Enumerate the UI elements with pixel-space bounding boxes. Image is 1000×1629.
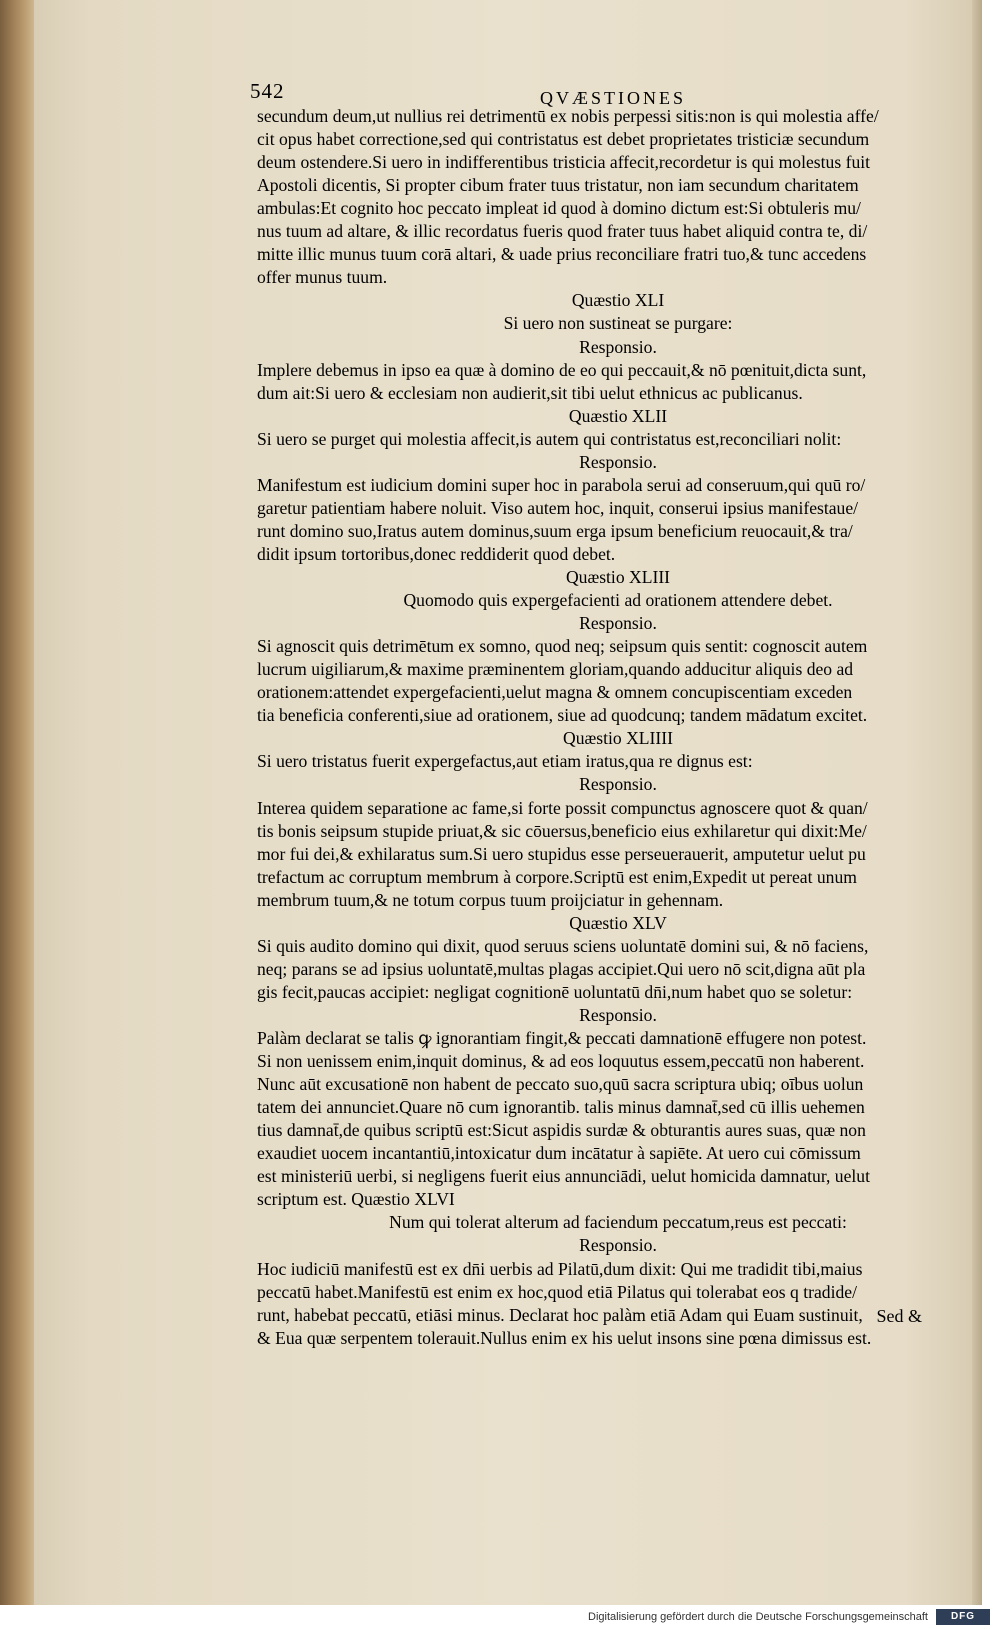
text-line: mor fui dei,& exhilaratus sum.Si uero stupidus esse perseuerauerit, amputetur uelut pu — [257, 843, 866, 864]
text-line: nus tuum ad altare, & illic recordatus fueris quod frater tuus habet aliquid contra te, di/ — [257, 221, 868, 242]
text-line: Si uero tristatus fuerit expergefactus,aut etiam iratus,qua re dignus est: — [257, 751, 753, 772]
text-line: Si agnoscit quis detrimētum ex somno, quod neq; seipsum quis sentit: cognoscit autem — [257, 636, 868, 657]
heading-line: Quæstio XLV — [569, 912, 667, 933]
text-line: Si quis audito domino qui dixit, quod seruus sciens uoluntatē domini sui, & nō faciens, — [257, 935, 869, 956]
running-head: QVÆSTIONES — [540, 88, 687, 108]
text-line: & Eua quæ serpentem tolerauit.Nullus enim ex his uelut insons sine pœna dimissus est. — [257, 1327, 872, 1348]
heading-line: Num qui tolerat alterum ad faciendum peccatum,reus est peccati: — [389, 1212, 847, 1233]
heading-line: Quæstio XLII — [568, 405, 668, 426]
text-line: gis fecit,paucas accipiet: negligat cognitionē uoluntatū dn̄i,num habet quo se soletur: — [257, 981, 853, 1002]
text-line: Implere debemus in ipso ea quæ à domino de eo qui peccauit,& nō pœnituit,dicta sunt, — [257, 359, 867, 380]
dfg-logo: DFG — [936, 1609, 990, 1625]
heading-line: Responsio. — [579, 336, 657, 357]
text-line: lucrum uigiliarum,& maxime præminentem gloriam,quando adducitur aliquis deo ad — [257, 659, 854, 680]
text-line: ambulas:Et cognito hoc peccato impleat id quod à domino dictum est:Si obtuleris mu/ — [257, 198, 861, 219]
footer-bar — [0, 1605, 1000, 1629]
text-line: Apostoli dicentis, Si propter cibum frater tuus tristatur, non iam secundum charitatem — [257, 175, 859, 196]
text-line: tius damnat̄,de quibus scriptū est:Sicut aspidis surdæ & obturantis aures suas, quæ non — [257, 1120, 866, 1141]
text-line: secundum deum,ut nullius rei detrimentū ex nobis perpessi sitis:non is qui molestia affe/ — [257, 106, 879, 126]
text-line: deum ostendere.Si uero in indifferentibus tristicia affecit,recordetur is qui molestus fuit — [257, 152, 871, 173]
heading-line: Responsio. — [579, 451, 657, 472]
text-line: dum ait:Si uero & ecclesiam non audierit,sit tibi uelut ethnicus ac publicanus. — [257, 382, 803, 403]
heading-line: Quæstio XLIIII — [563, 728, 673, 749]
text-line: orationem:attendet expergefacienti,uelut magna & omnem concupiscentiam exceden — [257, 682, 853, 703]
text-line: garetur patientiam habere noluit. Viso autem hoc, inquit, conserui ipsius manifestaue/ — [257, 497, 859, 518]
footer-credit: Digitalisierung gefördert durch die Deutsche Forschungsgemeinschaft — [588, 1611, 928, 1623]
heading-line: Quomodo quis expergefacienti ad orationem attendere debet. — [403, 590, 833, 611]
heading-line: Responsio. — [579, 774, 657, 795]
text-line: tatem dei annunciet.Quare nō cum ignorantib. talis minus damnat̄,sed cū illis uehemen — [257, 1097, 865, 1118]
text-line: Palàm declarat se talis ꝙ ignorantiam fingit,& peccati damnationē effugere non potest. — [257, 1028, 867, 1048]
text-line: scriptum est. Quæstio XLVI — [257, 1189, 455, 1210]
text-line: trefactum ac corruptum membrum à corpore.Scriptū est enim,Expedit ut pereat unum — [257, 866, 857, 887]
text-line: Si uero se purget qui molestia affecit,is autem qui contristatus est,reconciliari nolit: — [257, 428, 842, 449]
heading-line: Quæstio XLIII — [565, 567, 671, 587]
text-line: mitte illic munus tuum corā altari, & uade prius reconciliare fratri tuo,& tunc accedens — [257, 244, 867, 265]
text-line: tia beneficia conferenti,siue ad orationem, siue ad quodcunq; tandem mādatum excitet. — [257, 705, 868, 726]
heading-line: Responsio. — [579, 613, 657, 634]
page-number: 542 — [250, 79, 285, 103]
text-line: neq; parans se ad ipsius uoluntatē,multas plagas accipiet.Qui uero nō scit,digna aūt pla — [257, 958, 866, 979]
text-line: offer munus tuum. — [257, 267, 388, 288]
text-line: est ministeriū uerbi, si negligens fuerit eius annunciādi, uelut homicida damnatur, uelut — [257, 1166, 870, 1187]
text-line: runt, habebat peccatū, etiāsi minus. Declarat hoc palàm etiā Adam qui Euam sustinuit, — [257, 1304, 863, 1325]
catchword: Sed & — [876, 1306, 922, 1326]
text-line: Si non uenissem enim,inquit dominus, & ad eos loquutus essem,peccatū non haberent. — [257, 1051, 865, 1072]
text-line: exaudiet uocem incantantiū,intoxicatur dum incātatur à sapiēte. At uero cui cōmissum — [257, 1143, 861, 1164]
text-line: Manifestum est iudicium domini super hoc in parabola serui ad conseruum,qui quū ro/ — [257, 474, 866, 495]
heading-line: Quæstio XLI — [571, 290, 665, 311]
text-line: Interea quidem separatione ac fame,si forte possit compunctus agnoscere quot & quan/ — [257, 797, 868, 818]
text-line: Hoc iudiciū manifestū est ex dn̄i uerbis ad Pilatū,dum dixit: Qui me tradidit tibi,maius — [257, 1258, 863, 1279]
book-binding — [0, 0, 34, 1605]
heading-line: Responsio. — [579, 1004, 657, 1025]
text-line: didit ipsum tortoribus,donec reddiderit quod debet. — [257, 543, 616, 564]
text-line: runt domino suo,Iratus autem dominus,suum erga ipsum beneficium reuocauit,& tra/ — [257, 520, 853, 541]
text-line: cit opus habet correctione,sed qui contristatus est debet proprietates tristiciæ secundum — [257, 129, 870, 150]
text-line: membrum tuum,& ne totum corpus tuum proijciatur in gehennam. — [257, 889, 724, 910]
heading-line: Si uero non sustineat se purgare: — [503, 313, 733, 334]
heading-line: Responsio. — [579, 1235, 657, 1256]
text-line: tis bonis seipsum stupide priuat,& sic cōuersus,beneficio eius exhilaretur qui dixit:Me/ — [257, 820, 867, 841]
text-line: Nunc aūt excusationē non habent de peccato suo,quū sacra scriptura ubiq; oībus uolun — [257, 1074, 864, 1095]
text-line: peccatū habet.Manifestū est enim ex hoc,quod etiā Pilatus qui tolerabat eos q tradide/ — [257, 1281, 857, 1302]
